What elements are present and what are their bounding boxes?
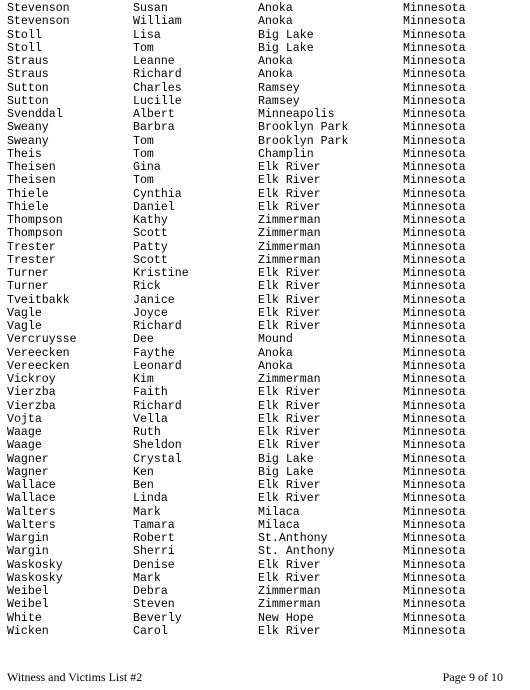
last-name-cell: Vickroy — [7, 373, 56, 386]
last-name-cell: Trester — [7, 253, 56, 267]
city-cell: Anoka — [258, 359, 293, 373]
first-name-cell: Lisa — [133, 28, 161, 42]
first-name-cell: Leonard — [133, 359, 182, 373]
city-cell: Minneapolis — [258, 108, 335, 121]
last-name-cell: Stoll — [7, 28, 42, 42]
last-name-cell: Vereecken — [7, 346, 70, 360]
last-name-cell: Weibel — [7, 598, 49, 612]
first-name-cell: Richard — [133, 320, 182, 333]
last-name-cell: Trester — [7, 240, 56, 254]
state-cell: Minnesota — [403, 624, 466, 638]
state-cell: Minnesota — [403, 174, 466, 188]
first-name-cell: Daniel — [133, 200, 175, 214]
first-name-cell: Tom — [133, 174, 154, 188]
first-name-cell: Scott — [133, 253, 168, 267]
footer-list-title: Witness and Victims List #2 — [7, 670, 143, 684]
last-name-cell: Vagle — [7, 320, 42, 333]
state-cell: Minnesota — [403, 267, 466, 280]
first-name-cell: Tamara — [133, 518, 175, 532]
first-name-cell: Mark — [133, 505, 161, 519]
state-cell: Minnesota — [403, 479, 466, 492]
state-cell: Minnesota — [403, 161, 466, 174]
state-cell: Minnesota — [403, 280, 466, 294]
city-cell: Zimmerman — [258, 585, 321, 598]
city-cell: Elk River — [258, 479, 321, 492]
first-name-cell: Carol — [133, 624, 168, 638]
state-cell: Minnesota — [403, 41, 466, 55]
city-cell: Elk River — [258, 174, 321, 188]
state-cell: Minnesota — [403, 200, 466, 214]
first-name-cell: Albert — [133, 108, 175, 121]
last-name-cell: Sweany — [7, 121, 49, 135]
last-name-cell: Stevenson — [7, 2, 70, 15]
first-name-cell: Richard — [133, 399, 182, 413]
first-name-cell: Janice — [133, 293, 175, 307]
first-name-cell: Denise — [133, 558, 175, 572]
state-cell: Minnesota — [403, 545, 466, 559]
last-name-cell: Wargin — [7, 532, 49, 545]
state-cell: Minnesota — [403, 28, 466, 42]
first-name-cell: Sheldon — [133, 439, 182, 453]
last-name-cell: Straus — [7, 55, 49, 68]
first-name-cell: Kathy — [133, 214, 168, 227]
city-cell: Zimmerman — [258, 253, 321, 267]
first-name-cell: Charles — [133, 81, 182, 95]
first-name-cell: Tom — [133, 134, 154, 148]
city-cell: Anoka — [258, 346, 293, 360]
last-name-cell: Stevenson — [7, 15, 70, 29]
last-name-cell: Theisen — [7, 161, 56, 174]
first-name-cell: William — [133, 15, 182, 29]
city-cell: Elk River — [258, 571, 321, 585]
city-cell: St. Anthony — [258, 545, 335, 559]
state-cell: Minnesota — [403, 240, 466, 254]
city-cell: Zimmerman — [258, 214, 321, 227]
last-name-cell: Thompson — [7, 214, 63, 227]
city-cell: Brooklyn Park — [258, 134, 349, 148]
city-cell: Elk River — [258, 200, 321, 214]
city-cell: St.Anthony — [258, 532, 328, 545]
first-name-cell: Ruth — [133, 426, 161, 439]
state-cell: Minnesota — [403, 373, 466, 386]
state-cell: Minnesota — [403, 108, 466, 121]
first-name-cell: Lucille — [133, 94, 182, 108]
city-cell: Anoka — [258, 15, 293, 29]
city-cell: Zimmerman — [258, 373, 321, 386]
city-cell: Anoka — [258, 68, 293, 82]
first-name-cell: Susan — [133, 2, 168, 15]
last-name-cell: Waskosky — [7, 558, 63, 572]
first-name-cell: Kim — [133, 373, 154, 386]
city-cell: Elk River — [258, 267, 321, 280]
last-name-cell: Wargin — [7, 545, 49, 559]
last-name-cell: Waage — [7, 426, 42, 439]
city-cell: Milaca — [258, 518, 300, 532]
last-name-cell: Turner — [7, 280, 49, 294]
first-name-cell: Debra — [133, 585, 168, 598]
city-cell: Elk River — [258, 386, 321, 400]
city-cell: Elk River — [258, 161, 321, 174]
city-cell: Big Lake — [258, 28, 314, 42]
last-name-cell: Thompson — [7, 227, 63, 241]
first-name-cell: Barbra — [133, 121, 175, 135]
city-cell: Elk River — [258, 558, 321, 572]
state-cell: Minnesota — [403, 346, 466, 360]
state-cell: Minnesota — [403, 492, 466, 506]
first-name-cell: Steven — [133, 598, 175, 612]
city-cell: Ramsey — [258, 94, 300, 108]
last-name-cell: Straus — [7, 68, 49, 82]
state-cell: Minnesota — [403, 558, 466, 572]
state-cell: Minnesota — [403, 571, 466, 585]
state-cell: Minnesota — [403, 134, 466, 148]
city-cell: Elk River — [258, 624, 321, 638]
state-cell: Minnesota — [403, 68, 466, 82]
first-name-cell: Patty — [133, 240, 168, 254]
city-cell: Zimmerman — [258, 227, 321, 241]
state-cell: Minnesota — [403, 412, 466, 426]
state-cell: Minnesota — [403, 55, 466, 68]
state-cell: Minnesota — [403, 518, 466, 532]
first-name-cell: Richard — [133, 68, 182, 82]
state-cell: Minnesota — [403, 359, 466, 373]
last-name-cell: Wagner — [7, 465, 49, 479]
first-name-cell: Rick — [133, 280, 161, 294]
state-cell: Minnesota — [403, 452, 466, 466]
first-name-cell: Linda — [133, 492, 168, 506]
state-cell: Minnesota — [403, 253, 466, 267]
last-name-cell: Waage — [7, 439, 42, 453]
city-cell: Ramsey — [258, 81, 300, 95]
city-cell: Elk River — [258, 187, 321, 201]
first-name-cell: Mark — [133, 571, 161, 585]
last-name-cell: Sweany — [7, 134, 49, 148]
first-name-cell: Faythe — [133, 346, 175, 360]
city-cell: Champlin — [258, 147, 314, 161]
city-cell: Milaca — [258, 505, 300, 519]
city-cell: Elk River — [258, 492, 321, 506]
state-cell: Minnesota — [403, 293, 466, 307]
state-cell: Minnesota — [403, 399, 466, 413]
last-name-cell: Theisen — [7, 174, 56, 188]
last-name-cell: Weibel — [7, 585, 49, 598]
first-name-cell: Kristine — [133, 267, 189, 280]
state-cell: Minnesota — [403, 585, 466, 598]
first-name-cell: Sherri — [133, 545, 175, 559]
first-name-cell: Ken — [133, 465, 154, 479]
city-cell: Elk River — [258, 306, 321, 320]
last-name-cell: Turner — [7, 267, 49, 280]
last-name-cell: Thiele — [7, 200, 49, 214]
first-name-cell: Gina — [133, 161, 161, 174]
city-cell: New Hope — [258, 611, 314, 625]
first-name-cell: Beverly — [133, 611, 182, 625]
state-cell: Minnesota — [403, 214, 466, 227]
state-cell: Minnesota — [403, 2, 466, 15]
state-cell: Minnesota — [403, 320, 466, 333]
state-cell: Minnesota — [403, 227, 466, 241]
state-cell: Minnesota — [403, 187, 466, 201]
state-cell: Minnesota — [403, 147, 466, 161]
first-name-cell: Tom — [133, 41, 154, 55]
last-name-cell: Wagner — [7, 452, 49, 466]
last-name-cell: Wallace — [7, 479, 56, 492]
first-name-cell: Cynthia — [133, 187, 182, 201]
first-name-cell: Scott — [133, 227, 168, 241]
first-name-cell: Tom — [133, 147, 154, 161]
state-cell: Minnesota — [403, 611, 466, 625]
city-cell: Big Lake — [258, 41, 314, 55]
state-cell: Minnesota — [403, 386, 466, 400]
first-name-cell: Robert — [133, 532, 175, 545]
last-name-cell: Thiele — [7, 187, 49, 201]
last-name-cell: Vagle — [7, 306, 42, 320]
city-cell: Elk River — [258, 293, 321, 307]
city-cell: Anoka — [258, 2, 293, 15]
city-cell: Anoka — [258, 55, 293, 68]
state-cell: Minnesota — [403, 81, 466, 95]
last-name-cell: Stoll — [7, 41, 42, 55]
state-cell: Minnesota — [403, 426, 466, 439]
city-cell: Brooklyn Park — [258, 121, 349, 135]
last-name-cell: White — [7, 611, 42, 625]
city-cell: Elk River — [258, 320, 321, 333]
state-cell: Minnesota — [403, 121, 466, 135]
last-name-cell: Waskosky — [7, 571, 63, 585]
last-name-cell: Wallace — [7, 492, 56, 506]
city-cell: Big Lake — [258, 452, 314, 466]
city-cell: Elk River — [258, 439, 321, 453]
state-cell: Minnesota — [403, 439, 466, 453]
city-cell: Elk River — [258, 412, 321, 426]
city-cell: Elk River — [258, 426, 321, 439]
state-cell: Minnesota — [403, 15, 466, 29]
first-name-cell: Dee — [133, 333, 154, 347]
state-cell: Minnesota — [403, 94, 466, 108]
first-name-cell: Joyce — [133, 306, 168, 320]
first-name-cell: Faith — [133, 386, 168, 400]
state-cell: Minnesota — [403, 465, 466, 479]
city-cell: Elk River — [258, 399, 321, 413]
last-name-cell: Tveitbakk — [7, 293, 70, 307]
state-cell: Minnesota — [403, 333, 466, 347]
last-name-cell: Vierzba — [7, 399, 56, 413]
last-name-cell: Wicken — [7, 624, 49, 638]
last-name-cell: Vojta — [7, 412, 42, 426]
city-cell: Zimmerman — [258, 240, 321, 254]
last-name-cell: Theis — [7, 147, 42, 161]
state-cell: Minnesota — [403, 306, 466, 320]
state-cell: Minnesota — [403, 505, 466, 519]
state-cell: Minnesota — [403, 598, 466, 612]
state-cell: Minnesota — [403, 532, 466, 545]
last-name-cell: Sutton — [7, 81, 49, 95]
city-cell: Mound — [258, 333, 293, 347]
first-name-cell: Leanne — [133, 55, 175, 68]
last-name-cell: Vereecken — [7, 359, 70, 373]
last-name-cell: Walters — [7, 505, 56, 519]
first-name-cell: Vella — [133, 412, 168, 426]
last-name-cell: Walters — [7, 518, 56, 532]
last-name-cell: Vercruysse — [7, 333, 77, 347]
city-cell: Zimmerman — [258, 598, 321, 612]
last-name-cell: Vierzba — [7, 386, 56, 400]
city-cell: Elk River — [258, 280, 321, 294]
city-cell: Big Lake — [258, 465, 314, 479]
first-name-cell: Crystal — [133, 452, 182, 466]
footer-page-number: Page 9 of 10 — [442, 670, 503, 684]
first-name-cell: Ben — [133, 479, 154, 492]
last-name-cell: Svenddal — [7, 108, 63, 121]
last-name-cell: Sutton — [7, 94, 49, 108]
